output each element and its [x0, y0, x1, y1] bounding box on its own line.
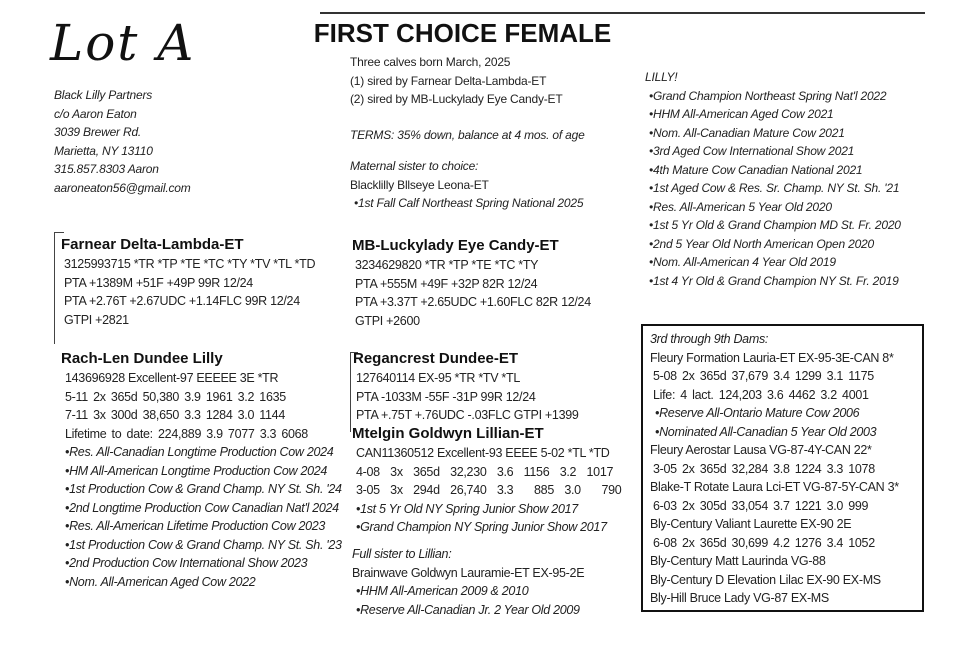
award-item: •2nd Longtime Production Cow Canadian Nat'l 2024 [65, 500, 339, 515]
dam-line: 3-05 2x 365d 32,284 3.8 1224 3.3 1078 [653, 461, 875, 476]
calves-line: (1) sired by Farnear Delta-Lambda-ET [350, 73, 547, 88]
award-item: •1st 5 Yr Old NY Spring Junior Show 2017 [356, 501, 578, 516]
dams-box-heading: 3rd through 9th Dams: [650, 332, 769, 346]
sire-details [64, 255, 315, 329]
dam-name: Rach-Len Dundee Lilly [61, 350, 223, 367]
lot-label: Lot A [50, 14, 196, 72]
award-item: •Res. All-Canadian Longtime Production Cow 2024 [65, 445, 334, 459]
calves-info [350, 53, 562, 109]
granddam-id-line: CAN11360512 Excellent-93 EEEE 5-02 *TL *TD [356, 446, 610, 460]
award-item: •Res. All-American Lifetime Production Cow 2023 [65, 519, 326, 533]
maternal-sister-block [350, 157, 583, 213]
dam-line: Blake-T Rotate Laura Lci-ET VG-87-5Y-CAN 3* [650, 480, 899, 494]
dam-line: Bly-Hill Bruce Lady VG-87 EX-MS [650, 591, 829, 605]
dam-sire-line: PTA +.75T +.76UDC -.03FLC GTPI +1399 [356, 408, 579, 422]
header-rule [320, 12, 925, 14]
dam-details [65, 369, 308, 443]
sire-name: MB-Luckylady Eye Candy-ET [352, 237, 559, 254]
sire-line: PTA +3.37T +2.65UDC +1.60FLC 82R 12/24 [355, 295, 591, 309]
lilly-awards [645, 68, 901, 290]
dams-box-content [650, 330, 899, 608]
award-item: •1st Production Cow & Grand Champ. NY St. Sh. '24 [65, 482, 342, 496]
award-item: •1st 4 Yr Old & Grand Champion NY St. Fr. 2019 [649, 273, 899, 288]
award-item: •4th Mature Cow Canadian National 2021 [649, 162, 863, 177]
contact-line: Marietta, NY 13110 [54, 143, 153, 158]
award-item: •HHM All-American Aged Cow 2021 [649, 107, 834, 121]
award-item: •1st Aged Cow & Res. Sr. Champ. NY St. Sh. '21 [649, 181, 900, 195]
maternal-award: •1st Fall Calf Northeast Spring National 2025 [354, 196, 584, 210]
granddam-name: Mtelgin Goldwyn Lillian-ET [352, 425, 544, 442]
dam-sire-details [356, 369, 579, 425]
full-sister-name: Brainwave Goldwyn Lauramie-ET EX-95-2E [352, 565, 585, 580]
page-title: FIRST CHOICE FEMALE [313, 18, 612, 48]
contact-email: aaroneaton56@gmail.com [54, 180, 191, 195]
award-item: •2nd Production Cow International Show 2023 [65, 556, 308, 570]
dam-awards [65, 443, 342, 591]
maternal-name: Blacklilly Bllseye Leona-ET [350, 177, 489, 192]
sire-details [355, 256, 591, 330]
award-item: •HM All-American Longtime Production Cow 2024 [65, 463, 328, 478]
dam-line: Bly-Century D Elevation Lilac EX-90 EX-MS [650, 572, 881, 587]
dam-line: Fleury Formation Lauria-ET EX-95-3E-CAN 8* [650, 350, 894, 365]
dam-line: Fleury Aerostar Lausa VG-87-4Y-CAN 22* [650, 443, 872, 457]
granddam-record: 3-05 3x 294d 26,740 3.3 885 3.0 790 [356, 483, 622, 497]
pedigree-line [54, 232, 55, 344]
sire-line: 3234629820 *TR *TP *TE *TC *TY [355, 258, 539, 272]
dam-record: 5-11 2x 365d 50,380 3.9 1961 3.2 1635 [65, 389, 286, 404]
contact-line: c/o Aaron Eaton [54, 106, 137, 121]
sire-line: 3125993715 *TR *TP *TE *TC *TY *TV *TL *TD [64, 257, 316, 271]
calves-line: (2) sired by MB-Luckylady Eye Candy-ET [350, 92, 563, 106]
sire-line: PTA +1389M +51F +49P 99R 12/24 [64, 275, 253, 290]
award-item: •1st Production Cow & Grand Champ. NY St. Sh. '23 [65, 537, 342, 552]
award-item: •Reserve All-Canadian Jr. 2 Year Old 2009 [356, 602, 580, 617]
sire-line: GTPI +2821 [64, 312, 129, 327]
dam-line: 6-03 2x 305d 33,054 3.7 1221 3.0 999 [653, 498, 869, 513]
award-item: •Grand Champion Northeast Spring Nat'l 2022 [649, 88, 887, 103]
full-sister-label: Full sister to Lillian: [352, 547, 452, 561]
dam-sire-name: Regancrest Dundee-ET [353, 350, 519, 367]
dam-line: Life: 4 lact. 124,203 3.6 4462 3.2 4001 [653, 387, 869, 402]
contact-line: Black Lilly Partners [54, 88, 153, 102]
contact-line: 315.857.8303 Aaron [54, 162, 159, 176]
dam-line: Bly-Century Valiant Laurette EX-90 2E [650, 517, 852, 531]
contact-block [54, 86, 191, 197]
award-item: •Nom. All-Canadian Mature Cow 2021 [649, 125, 845, 140]
pedigree-line [54, 232, 64, 233]
calves-line: Three calves born March, 2025 [350, 55, 511, 69]
dam-line: 5-08 2x 365d 37,679 3.4 1299 3.1 1175 [653, 369, 874, 383]
granddam-record: 4-08 3x 365d 32,230 3.6 1156 3.2 1017 [356, 464, 614, 479]
dam-line: Bly-Century Matt Laurinda VG-88 [650, 554, 826, 568]
award-item: •HHM All-American 2009 & 2010 [356, 584, 529, 598]
lilly-heading: LILLY! [645, 70, 678, 84]
dam-sire-line: 127640114 EX-95 *TR *TV *TL [356, 371, 520, 385]
award-item: •Res. All-American 5 Year Old 2020 [649, 199, 832, 214]
award-item: •Grand Champion NY Spring Junior Show 2017 [356, 520, 607, 534]
dam-record: 7-11 3x 300d 38,650 3.3 1284 3.0 1144 [65, 408, 285, 422]
full-sister-block [352, 545, 584, 619]
award-item: •3rd Aged Cow International Show 2021 [649, 144, 855, 158]
award-item: •1st 5 Yr Old & Grand Champion MD St. Fr. 2020 [649, 218, 901, 232]
sire-line: GTPI +2600 [355, 313, 420, 328]
maternal-label: Maternal sister to choice: [350, 159, 479, 173]
pedigree-line [350, 352, 351, 432]
dam-line: 6-08 2x 365d 30,699 4.2 1276 3.4 1052 [653, 535, 875, 550]
contact-line: 3039 Brewer Rd. [54, 125, 142, 139]
dam-id-line: 143696928 Excellent-97 EEEEE 3E *TR [65, 371, 279, 385]
award-item: •Nom. All-American Aged Cow 2022 [65, 574, 256, 589]
terms: TERMS: 35% down, balance at 4 mos. of age [350, 128, 585, 142]
sire-line: PTA +555M +49F +32P 82R 12/24 [355, 276, 538, 291]
sire-name: Farnear Delta-Lambda-ET [61, 236, 244, 253]
granddam-details [356, 444, 621, 537]
award-item: •2nd 5 Year Old North American Open 2020 [649, 236, 875, 251]
dam-record: Lifetime to date: 224,889 3.9 7077 3.3 6068 [65, 426, 308, 441]
dam-line: •Nominated All-Canadian 5 Year Old 2003 [655, 424, 877, 439]
sire-line: PTA +2.76T +2.67UDC +1.14FLC 99R 12/24 [64, 294, 300, 308]
award-item: •Nom. All-American 4 Year Old 2019 [649, 255, 836, 269]
dam-line: •Reserve All-Ontario Mature Cow 2006 [655, 406, 860, 420]
dam-sire-line: PTA -1033M -55F -31P 99R 12/24 [356, 389, 536, 404]
